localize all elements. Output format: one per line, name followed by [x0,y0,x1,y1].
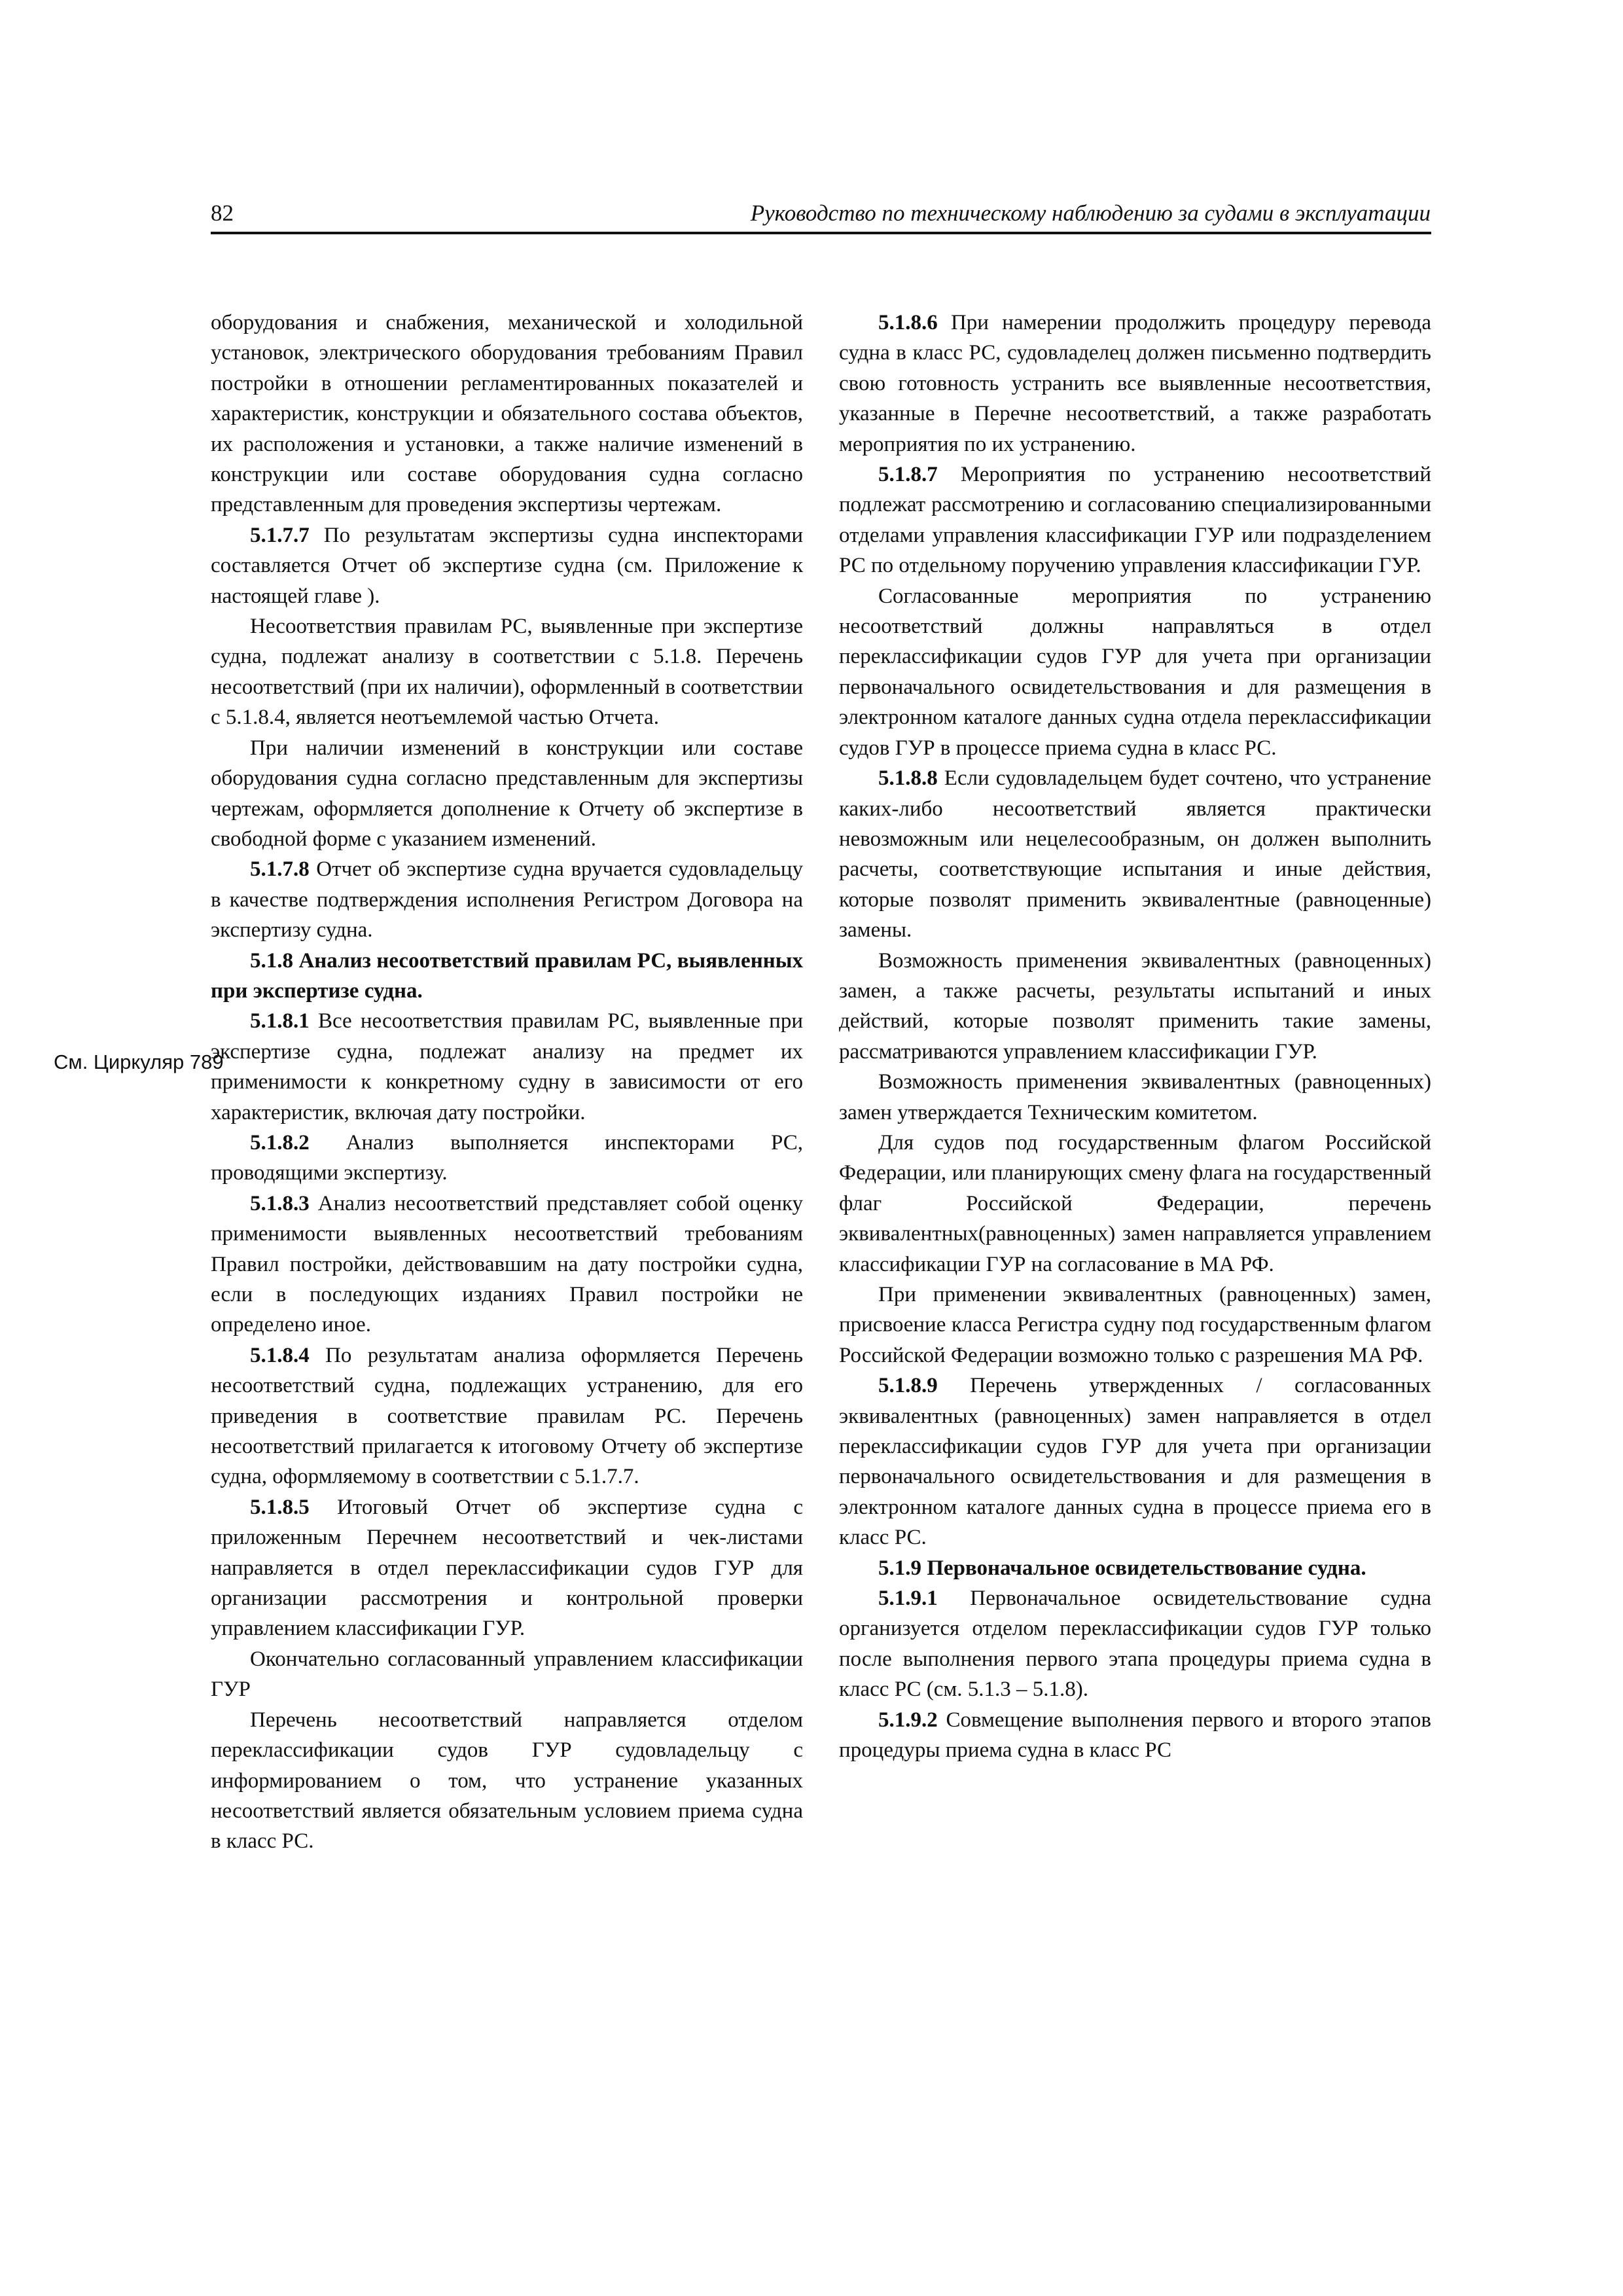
paragraph-text: Отчет об экспертизе судна вручается судовладельцу в качестве подтверждения исполнения Регистром Договора на экспертизу судна. [211,857,803,942]
paragraph-text: При намерении продолжить процедуру перевода судна в класс РС, судовладелец должен письменно подтвердить свою готовность устранить все выявленные несоответствия, указанные в Перечне несоответствий, а также разработать мероприятия по их устранению. [839,311,1431,456]
paragraph [839,308,1431,459]
paragraph [211,308,803,520]
paragraph [839,581,1431,763]
paragraph-text: Все несоответствия правилам РС, выявленные при экспертизе судна, подлежат анализу на предмет их применимости к конкретному судну в зависимости от его характеристик, включая дату постройки. [211,1009,803,1124]
paragraph-text: При наличии изменений в конструкции или составе оборудования судна согласно представленным для экспертизы чертежам, оформляется дополнение к Отчету об экспертизе в свободной форме с указанием изменений. [211,736,803,851]
paragraph [211,1644,803,1705]
paragraph-text: При применении эквивалентных (равноценных) замен, присвоение класса Регистра судну под государственным флагом Российской Федерации возможно только с разрешения МА РФ. [839,1283,1431,1367]
paragraph [211,520,803,611]
paragraph [839,1067,1431,1128]
clause-number: 5.1.8.9 [878,1374,938,1398]
header-rule [211,232,1431,234]
paragraph [839,1583,1431,1705]
section-heading [211,946,803,1007]
paragraph [211,1006,803,1128]
left-column [211,308,803,1857]
paragraph-text: Совмещение выполнения первого и второго этапов процедуры приема судна в класс РС [839,1708,1431,1763]
paragraph [839,946,1431,1067]
paragraph-text: Анализ выполняется инспекторами РС, проводящими экспертизу. [211,1130,803,1185]
paragraph [211,1705,803,1857]
clause-number: 5.1.8.5 [250,1495,310,1519]
page-number: 82 [211,200,234,226]
paragraph-text: Окончательно согласованный управлением классификации ГУР [211,1647,803,1702]
paragraph [839,1705,1431,1766]
margin-note: См. Циркуляр 789 [54,1050,224,1073]
heading-text: 5.1.9 Первоначальное освидетельствование судна. [878,1556,1366,1580]
paragraph [211,1189,803,1340]
paragraph [211,1340,803,1492]
paragraph-text: Несоответствия правилам РС, выявленные при экспертизе судна, подлежат анализу в соответствии с 5.1.8. Перечень несоответствий (при их наличии), оформленный в соответствии с 5.1.8.4, является неотъемлемой частью Отчета. [211,615,803,730]
paragraph [211,611,803,733]
paragraph-text: Возможность применения эквивалентных (равноценных) замен, а также расчеты, результаты испытаний и иных действий, которые позволят применить такие замены, рассматриваются управлением классификации ГУР. [839,948,1431,1064]
paragraph-text: Если судовладельцем будет сочтено, что устранение каких-либо несоответствий является практически невозможным или нецелесообразным, он должен выполнить расчеты, соответствующие испытания и иные действия, которые позволят применить эквивалентные (равноценные) замены. [839,766,1431,942]
paragraph [839,459,1431,581]
paragraph [211,854,803,945]
paragraph-text: Перечень утвержденных / согласованных эквивалентных (равноценных) замен направляется в отдел переклассификации судов ГУР для учета при организации первоначального освидетельствования и для размещения в электронном каталоге данных судна в процессе приема его в класс РС. [839,1374,1431,1550]
paragraph-text: Мероприятия по устранению несоответствий подлежат рассмотрению и согласованию специализированными отделами управления классификации ГУР или подразделением РС по отдельному поручению управления классификации ГУР. [839,463,1431,578]
heading-text: 5.1.8 Анализ несоответствий правилам РС, выявленных при экспертизе судна. [211,948,803,1003]
clause-number: 5.1.8.4 [250,1343,310,1367]
clause-number: 5.1.8.2 [250,1130,310,1155]
paragraph [839,1371,1431,1552]
clause-number: 5.1.8.1 [250,1009,310,1033]
paragraph-text: Для судов под государственным флагом Российской Федерации, или планирующих смену флага на государственный флаг Российской Федерации, перечень эквивалентных(равноценных) замен направляется управлением классификации ГУР на согласование в МА РФ. [839,1130,1431,1276]
running-title: Руководство по техническому наблюдению за судами в эксплуатации [750,200,1431,226]
clause-number: 5.1.8.3 [250,1191,310,1215]
paragraph-text: Возможность применения эквивалентных (равноценных) замен утверждается Техническим комитетом. [839,1070,1431,1124]
clause-number: 5.1.9.2 [878,1708,938,1732]
paragraph [211,1492,803,1644]
paragraph-text: Итоговый Отчет об экспертизе судна с приложенным Перечнем несоответствий и чек-листами направляется в отдел переклассификации судов ГУР для организации рассмотрения и контрольной проверки управлением классификации ГУР. [211,1495,803,1641]
paragraph-text: оборудования и снабжения, механической и холодильной установок, электрического оборудования требованиям Правил постройки в отношении регламентированных показателей и характеристик, конструкции и обязательного состава объектов, их расположения и установки, а также наличие изменений в конструкции или составе оборудования судна согласно представленным для проведения экспертизы чертежам. [211,311,803,517]
paragraph-text: По результатам анализа оформляется Перечень несоответствий судна, подлежащих устранению, для его приведения в соответствие правилам РС. Перечень несоответствий прилагается к итоговому Отчету об экспертизе судна, оформляемому в соответствии с 5.1.7.7. [211,1343,803,1489]
paragraph [839,1128,1431,1280]
paragraph-text: Первоначальное освидетельствование судна организуется отделом переклассификации судов ГУР только после выполнения первого этапа процедуры приема судна в класс РС (см. 5.1.3 – 5.1.8). [839,1587,1431,1702]
paragraph [839,763,1431,945]
paragraph-text: По результатам экспертизы судна инспекторами составляется Отчет об экспертизе судна (см. Приложение к настоящей главе ). [211,523,803,608]
paragraph-text: Согласованные мероприятия по устранению несоответствий должны направляться в отдел переклассификации судов ГУР для учета при организации первоначального освидетельствования и для размещения в электронном каталоге данных судна отдела переклассификации судов ГУР в процессе приема судна в класс РС. [839,584,1431,760]
clause-number: 5.1.7.7 [250,523,310,547]
right-column [839,308,1431,1766]
paragraph [211,1128,803,1189]
clause-number: 5.1.9.1 [878,1587,938,1611]
clause-number: 5.1.8.8 [878,766,938,791]
paragraph-text: Перечень несоответствий направляется отделом переклассификации судов ГУР судовладельцу с информированием о том, что устранение указанных несоответствий является обязательным условием приема судна в класс РС. [211,1708,803,1854]
section-heading [839,1553,1431,1583]
paragraph [839,1280,1431,1371]
paragraph [211,733,803,855]
paragraph-text: Анализ несоответствий представляет собой оценку применимости выявленных несоответствий требованиям Правил постройки, действовавшим на дату постройки судна, если в последующих изданиях Правил постройки не определено иное. [211,1191,803,1337]
clause-number: 5.1.8.7 [878,463,938,487]
clause-number: 5.1.7.8 [250,857,310,882]
clause-number: 5.1.8.6 [878,311,938,334]
